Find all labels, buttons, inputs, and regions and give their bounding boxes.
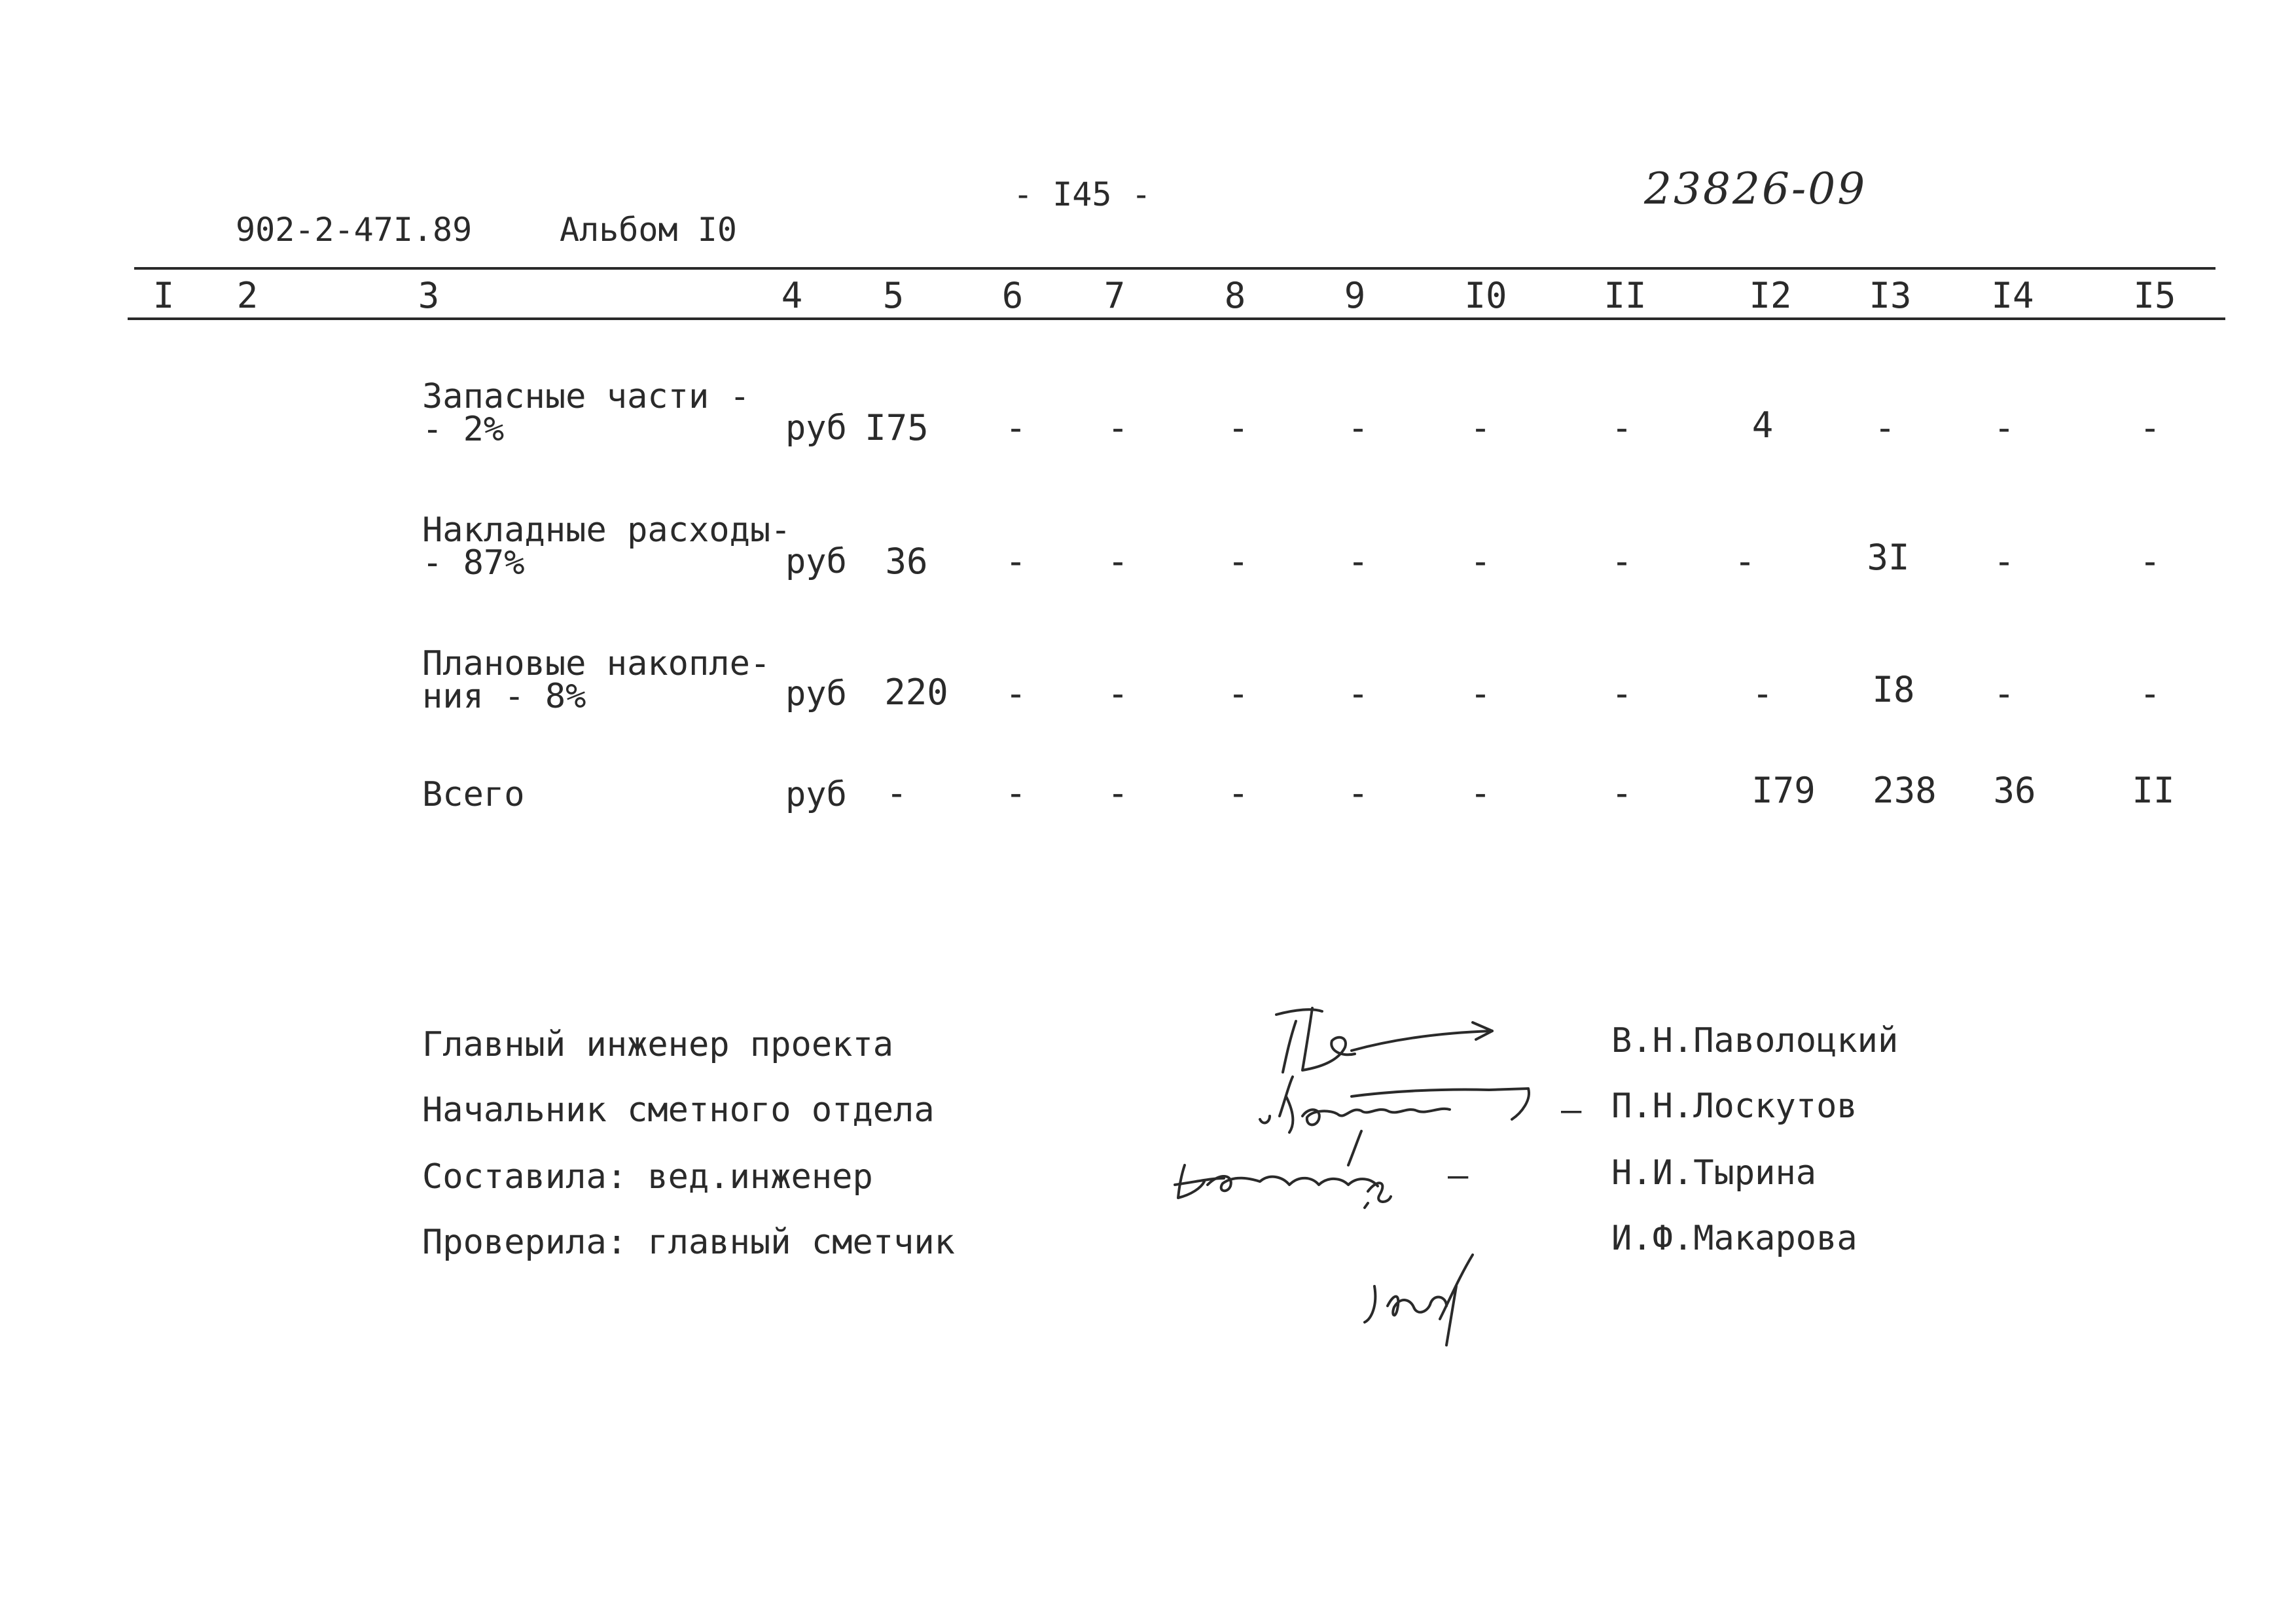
row-label-line: Запасные части - (422, 377, 750, 416)
table-cell: - (1005, 407, 1027, 448)
table-cell: - (1005, 673, 1027, 714)
table-cell: 220 (884, 672, 948, 713)
signatory-name: П.Н.Лоскутов (1611, 1087, 1857, 1126)
table-cell: I79 (1751, 770, 1816, 811)
column-number: 9 (1344, 275, 1366, 316)
column-number: I3 (1869, 275, 1912, 316)
table-cell: 3I (1867, 537, 1910, 578)
table-cell: - (2139, 541, 2161, 582)
handwritten-signature (1276, 995, 1505, 1080)
table-cell: - (1227, 673, 1249, 714)
row-label-line: Всего (422, 775, 525, 814)
table-cell: - (1107, 541, 1129, 582)
table-cell: - (1874, 407, 1896, 448)
table-cell: - (1347, 407, 1369, 448)
table-top-rule (134, 267, 2215, 270)
table-cell: II (2132, 770, 2175, 811)
album-label: Альбом I0 (560, 211, 737, 249)
column-number: 3 (418, 275, 440, 316)
signatory-role: Начальник сметного отдела (422, 1091, 935, 1130)
table-cell: - (1107, 407, 1129, 448)
table-cell: - (1993, 541, 2015, 582)
signatory-name: Н.И.Тырина (1611, 1153, 1817, 1193)
column-number: I5 (2133, 275, 2176, 316)
row-unit: руб (785, 674, 847, 713)
table-header-bottom-rule (128, 317, 2225, 320)
table-cell: - (1347, 772, 1369, 814)
table-cell: - (886, 772, 908, 814)
table-cell: - (1227, 772, 1249, 814)
row-unit: руб (785, 775, 847, 814)
signatory-role: Главный инженер проекта (422, 1025, 894, 1064)
inventory-number: 23826-09 (1644, 164, 1867, 214)
column-number: I (152, 275, 175, 316)
table-cell: - (1347, 673, 1369, 714)
table-cell: - (1611, 772, 1633, 814)
table-cell: - (1751, 673, 1774, 714)
table-cell: - (1469, 772, 1492, 814)
table-cell: - (1734, 541, 1756, 582)
column-number: I0 (1464, 275, 1507, 316)
handwritten-signature (1172, 1126, 1446, 1211)
table-cell: - (1993, 407, 2015, 448)
signatory-role: Составила: вед.инженер (422, 1157, 873, 1197)
signature-dash: – (1448, 1156, 1469, 1195)
table-cell: - (1107, 673, 1129, 714)
table-cell: 36 (1993, 770, 2036, 811)
row-label-line: ния - 8% (422, 677, 586, 716)
table-cell: - (1469, 541, 1492, 582)
signatory-role: Проверила: главный сметчик (422, 1223, 955, 1262)
row-label-line: Накладные расходы- (422, 511, 791, 550)
column-number: 5 (882, 275, 905, 316)
column-number: II (1604, 275, 1647, 316)
table-cell: I8 (1872, 669, 1915, 710)
table-cell: - (1005, 541, 1027, 582)
table-cell: - (1227, 541, 1249, 582)
table-cell: - (1611, 541, 1633, 582)
column-number: 2 (236, 275, 259, 316)
column-number: 4 (781, 275, 803, 316)
table-cell: - (1469, 673, 1492, 714)
signatory-name: И.Ф.Макарова (1611, 1219, 1857, 1258)
table-cell: - (1469, 407, 1492, 448)
page-number: - I45 - (1013, 175, 1151, 213)
table-cell: - (1993, 673, 2015, 714)
signatory-name: В.Н.Паволоцкий (1611, 1021, 1899, 1060)
table-cell: 4 (1751, 405, 1774, 446)
table-cell: - (1611, 673, 1633, 714)
row-unit: руб (785, 542, 847, 581)
table-cell: 36 (885, 541, 928, 582)
table-cell: 238 (1873, 770, 1937, 811)
column-number: 8 (1224, 275, 1246, 316)
handwritten-signature (1361, 1247, 1512, 1352)
table-cell: - (2139, 407, 2161, 448)
table-cell: - (1611, 407, 1633, 448)
table-cell: - (1107, 772, 1129, 814)
document-code: 902-2-47I.89 (236, 211, 473, 249)
row-label-line: - 2% (422, 410, 505, 449)
column-number: I4 (1991, 275, 2034, 316)
table-cell: - (1227, 407, 1249, 448)
table-cell: - (1005, 772, 1027, 814)
table-cell: - (1347, 541, 1369, 582)
column-number: 6 (1001, 275, 1024, 316)
table-cell: - (2139, 673, 2161, 714)
table-cell: I75 (865, 407, 929, 448)
column-number: 7 (1103, 275, 1126, 316)
column-number: I2 (1749, 275, 1792, 316)
row-unit: руб (785, 408, 847, 448)
row-label-line: - 87% (422, 543, 525, 583)
row-label-line: Плановые накопле- (422, 644, 771, 683)
signature-dash: – (1561, 1091, 1582, 1130)
